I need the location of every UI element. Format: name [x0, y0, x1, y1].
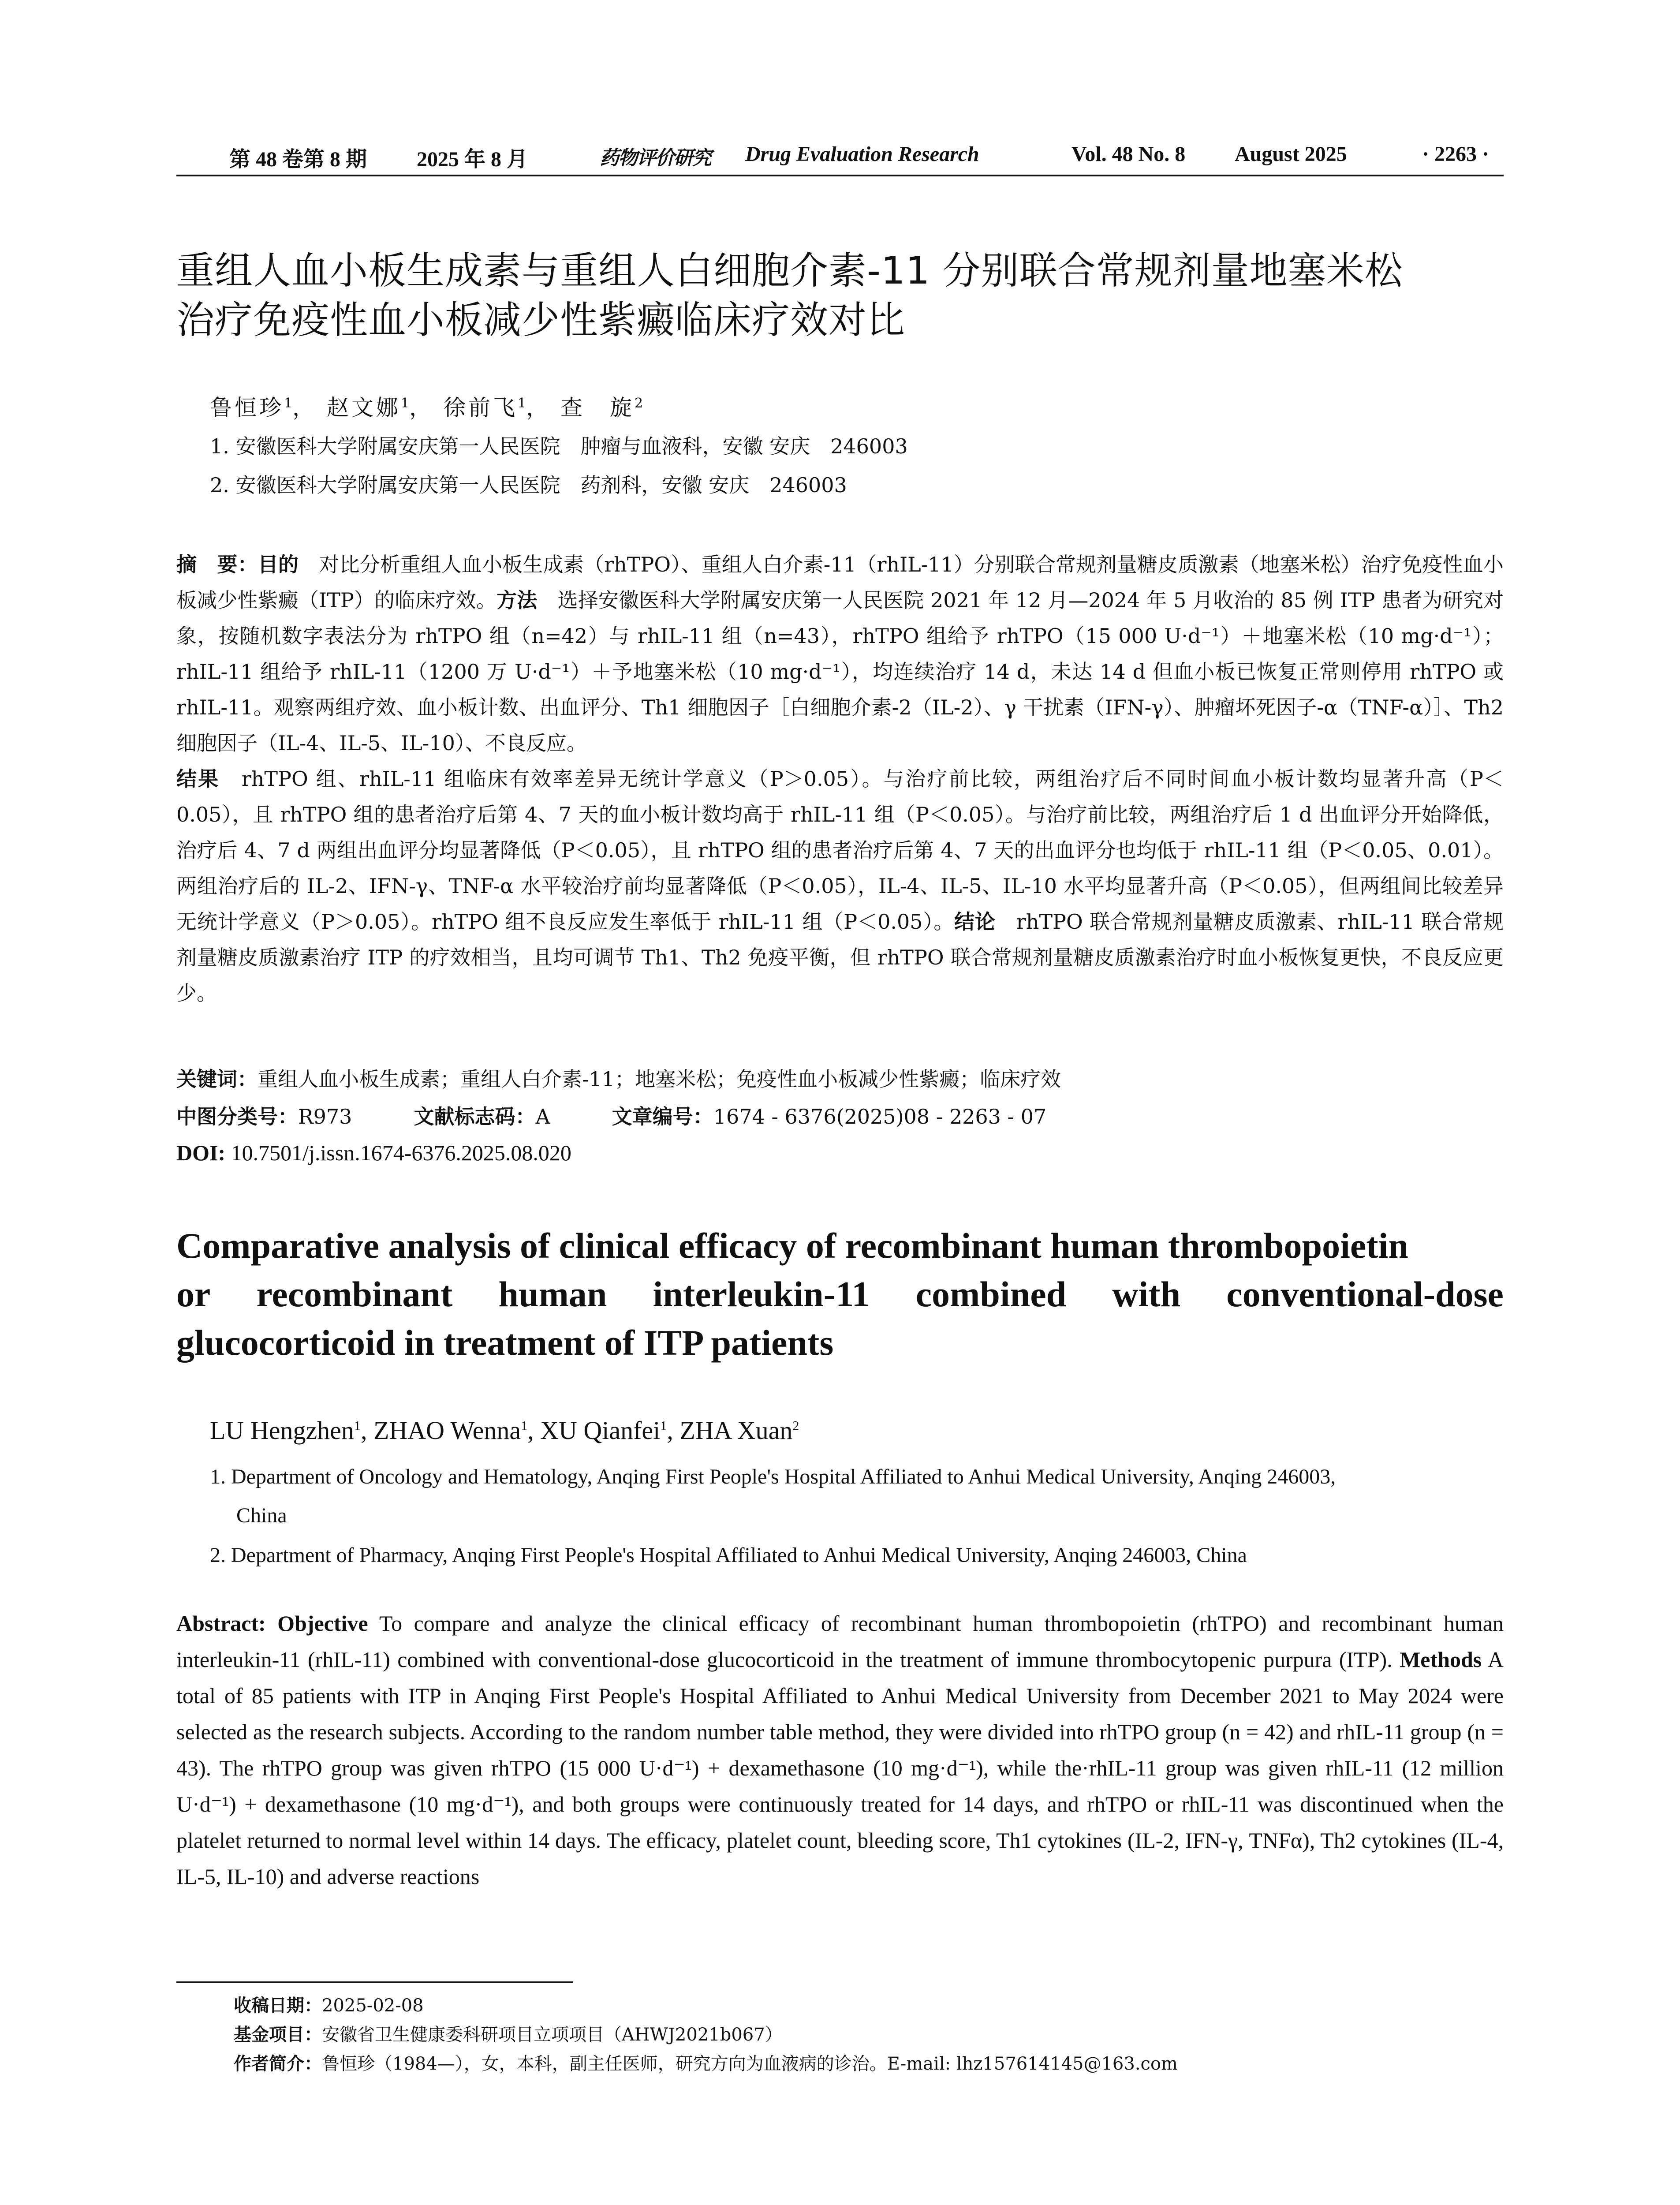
affiliation-en-1-cont: China: [236, 1504, 287, 1527]
authors-cn: 鲁恒珍$^1$， 赵文娜$^1$， 徐前飞$^1$， 查 旋$^2$: [210, 395, 643, 421]
methods-en-label: Methods: [1400, 1647, 1482, 1672]
author-en-name: XU Qianfei: [540, 1416, 661, 1445]
clc-label: 中图分类号：: [176, 1105, 298, 1129]
title-en-line1: [176, 1222, 1504, 1270]
author-en-sup: 1: [354, 1418, 361, 1433]
conclusion-cn-text: rhTPO 联合常规剂量糖皮质激素、rhIL-11 联合常规剂量糖皮质激素治疗 ITP 的疗效相当，且均可调节 Th1、Th2 免疫平衡，但 rhTPO 联合常规剂量糖皮质激素治疗时血小板恢复更快，不良反应更少。: [176, 910, 1504, 1005]
doc-code-label: 文献标志码：: [414, 1105, 536, 1129]
received-date: 2025-02-08: [322, 1996, 424, 2016]
author-cn-sup: 1: [518, 396, 526, 411]
affiliation-en-1: [210, 1458, 1504, 1535]
objective-cn-label: 目的: [258, 553, 299, 576]
page-number: · 2263 ·: [1422, 142, 1490, 166]
objective-en-text: To compare and analyze the clinical efficacy of recombinant human thrombopoietin (rhTPO) and recombinant human interleukin-11 (rhIL-11) combined with conventional-dose glucocorticoid in the treatment of immune thrombocytopenic purpura (ITP).: [176, 1611, 1504, 1672]
affiliation-en-2-text: 2. Department of Pharmacy, Anqing First People's Hospital Affiliated to Anhui Medical University, Anqing 246003, China: [210, 1544, 1247, 1567]
author-en-sup: 2: [792, 1418, 799, 1433]
footnote-fund: [234, 2022, 783, 2047]
footnote-author: [234, 2052, 1178, 2076]
footnote-rule: [176, 1981, 573, 1983]
conclusion-cn-label: 结论: [954, 910, 996, 934]
author-cn-sup: 1: [284, 396, 293, 411]
affiliation-en-1-text: 1. Department of Oncology and Hematology, Anqing First People's Hospital Affiliated to Anhui Medical University, Anqing 246003,: [210, 1465, 1336, 1488]
title-en-word: or: [176, 1274, 211, 1314]
date-en: August 2025: [1235, 142, 1347, 166]
title-cn-line2: 治疗免疫性血小板减少性紫癜临床疗效对比: [176, 298, 905, 342]
doi-value[interactable]: 10.7501/j.issn.1674-6376.2025.08.020: [231, 1140, 571, 1165]
methods-cn-label: 方法: [497, 588, 538, 612]
journal-logo: 药物评价研究: [600, 147, 711, 169]
doi-line: [176, 1140, 571, 1166]
abstract-cn: [176, 547, 1504, 1011]
clc-value: R973: [298, 1105, 352, 1129]
author-cn-sup: 2: [635, 396, 643, 411]
title-cn-line1: 重组人血小板生成素与重组人白细胞介素-11 分别联合常规剂量地塞米松: [176, 249, 1403, 293]
author-cn-sup: 1: [401, 396, 410, 411]
title-en-line1-text: Comparative analysis of clinical efficacy of recombinant human thrombopoietin: [176, 1226, 1408, 1266]
title-en: [176, 1222, 1504, 1367]
affiliation-cn-2: 2. 安徽医科大学附属安庆第一人民医院 药剂科，安徽 安庆 246003: [210, 473, 847, 497]
fund-text: 安徽省卫生健康委科研项目立项项目（AHWJ2021b067）: [322, 2025, 783, 2045]
author-en-name: ZHAO Wenna: [373, 1416, 521, 1445]
classification-line: [176, 1102, 1046, 1131]
author-bio-text: 鲁恒珍（1984—），女，本科，副主任医师，研究方向为血液病的诊治。E-mail: lhz157614145@163.com: [322, 2054, 1178, 2074]
fund-label: 基金项目：: [234, 2025, 322, 2045]
results-cn-label: 结果: [176, 767, 220, 791]
authors-en: LU Hengzhen$^1$, ZHAO Wenna$^1$, XU Qianfei$^1$, ZHA Xuan$^2$: [210, 1416, 799, 1445]
title-en-line3: glucocorticoid in treatment of ITP patients: [176, 1323, 834, 1363]
title-en-word: combined: [915, 1274, 1067, 1314]
keywords-cn-label: 关键词：: [176, 1067, 258, 1091]
objective-en-label: Objective: [277, 1611, 368, 1636]
results-cn-text: rhTPO 组、rhIL-11 组临床有效率差异无统计学意义（P＞0.05）。与治疗前比较，两组治疗后不同时间血小板计数均显著升高（P＜0.05），且 rhTPO 组的患者治疗后第 4、7 天的血小板计数均高于 rhIL-11 组（P＜0.05）。与治疗前比较，两组治疗后 1 d 出血评分开始降低，治疗后 4、7 d 两组出血评分均显著降低（P＜0.05），且 rhTPO 组的患者治疗后第 4、7 天的出血评分也均低于 rhIL-11 组（P＜0.05、0.01）。两组治疗后的 IL-2、IFN-γ、TNF-α 水平较治疗前均显著降低（P＜0.05），IL-4、IL-5、IL-10 水平均显著升高（P＜0.05），但两组间比较差异无统计学意义（P＞0.05）。rhTPO 组不良反应发生率低于 rhIL-11 组（P＜0.05）。: [176, 767, 1504, 934]
article-number-value: 1674 - 6376(2025)08 - 2263 - 07: [713, 1105, 1047, 1129]
date-cn: 2025 年 8 月: [417, 148, 528, 171]
author-en-name: LU Hengzhen: [210, 1416, 354, 1445]
title-en-word: recombinant: [256, 1274, 453, 1314]
title-en-word: human: [498, 1274, 607, 1314]
keywords-cn-text: 重组人血小板生成素；重组人白介素-11；地塞米松；免疫性血小板减少性紫癜；临床疗效: [258, 1067, 1061, 1091]
author-cn-name: 赵文娜: [327, 395, 401, 421]
title-en-word: conventional-dose: [1226, 1274, 1504, 1314]
issue-cn: 第 48 卷第 8 期: [229, 148, 367, 171]
author-en-name: ZHA Xuan: [679, 1416, 793, 1445]
methods-cn-text: 选择安徽医科大学附属安庆第一人民医院 2021 年 12 月—2024 年 5 月收治的 85 例 ITP 患者为研究对象，按随机数字表法分为 rhTPO 组（n=42）与 rhIL-11 组（n=43），rhTPO 组给予 rhTPO（15 000 U·d⁻¹）＋地塞米松（10 mg·d⁻¹）；rhIL-11 组给予 rhIL-11（1200 万 U·d⁻¹）＋予地塞米松（10 mg·d⁻¹），均连续治疗 14 d，未达 14 d 但血小板已恢复正常则停用 rhTPO 或 rhIL-11。观察两组疗效、血小板计数、出血评分、Th1 细胞因子［白细胞介素-2（IL-2）、γ 干扰素（IFN-γ）、肿瘤坏死因子-α（TNF-α）］、Th2 细胞因子（IL-4、IL-5、IL-10）、不良反应。: [176, 588, 1504, 755]
affiliation-en-2: [210, 1536, 1504, 1575]
abstract-cn-label: 摘 要：: [176, 553, 258, 576]
received-label: 收稿日期：: [234, 1996, 322, 2016]
author-cn-name: 查 旋: [560, 395, 635, 421]
title-en-word: with: [1112, 1274, 1181, 1314]
affiliation-cn-1: 1. 安徽医科大学附属安庆第一人民医院 肿瘤与血液科，安徽 安庆 246003: [210, 434, 908, 458]
doc-code-value: A: [535, 1105, 550, 1129]
title-cn: [176, 246, 1504, 345]
author-cn-name: 徐前飞: [444, 395, 518, 421]
title-en-line2: [176, 1270, 1504, 1319]
volume-en: Vol. 48 No. 8: [1071, 142, 1186, 166]
abstract-en: [176, 1605, 1504, 1895]
header-rule: [176, 175, 1504, 176]
article-number-label: 文章编号：: [612, 1105, 713, 1129]
journal-title-en: Drug Evaluation Research: [745, 142, 979, 166]
title-en-word: interleukin-11: [653, 1274, 870, 1314]
keywords-cn: [176, 1065, 1061, 1093]
abstract-en-label: Abstract:: [176, 1611, 266, 1636]
author-en-sup: 1: [660, 1418, 667, 1433]
footnote-received: [234, 1993, 424, 2018]
author-cn-name: 鲁恒珍: [210, 395, 284, 421]
objective-cn-text: 对比分析重组人血小板生成素（rhTPO）、重组人白介素-11（rhIL-11）分别联合常规剂量糖皮质激素（地塞米松）治疗免疫性血小板减少性紫癜（ITP）的临床疗效。: [176, 553, 1504, 612]
author-bio-label: 作者简介：: [234, 2054, 322, 2074]
running-header: [176, 142, 1504, 174]
methods-en-text: A total of 85 patients with ITP in Anqing First People's Hospital Affiliated to Anhui Medical University from December 2021 to May 2024 were selected as the research subjects. According to the random number table method, they were divided into rhTPO group (n = 42) and rhIL-11 group (n = 43). The rhTPO group was given rhTPO (15 000 U·d⁻¹) + dexamethasone (10 mg·d⁻¹), while the·rhIL-11 group was given rhIL-11 (12 million U·d⁻¹) + dexamethasone (10 mg·d⁻¹), and both groups were continuously treated for 14 days, and rhTPO or rhIL-11 was discontinued when the platelet returned to normal level within 14 days. The efficacy, platelet count, bleeding score, Th1 cytokines (IL-2, IFN-γ, TNFα), Th2 cytokines (IL-4, IL-5, IL-10) and adverse reactions: [176, 1647, 1504, 1889]
author-en-sup: 1: [521, 1418, 528, 1433]
doi-label: DOI:: [176, 1140, 226, 1165]
